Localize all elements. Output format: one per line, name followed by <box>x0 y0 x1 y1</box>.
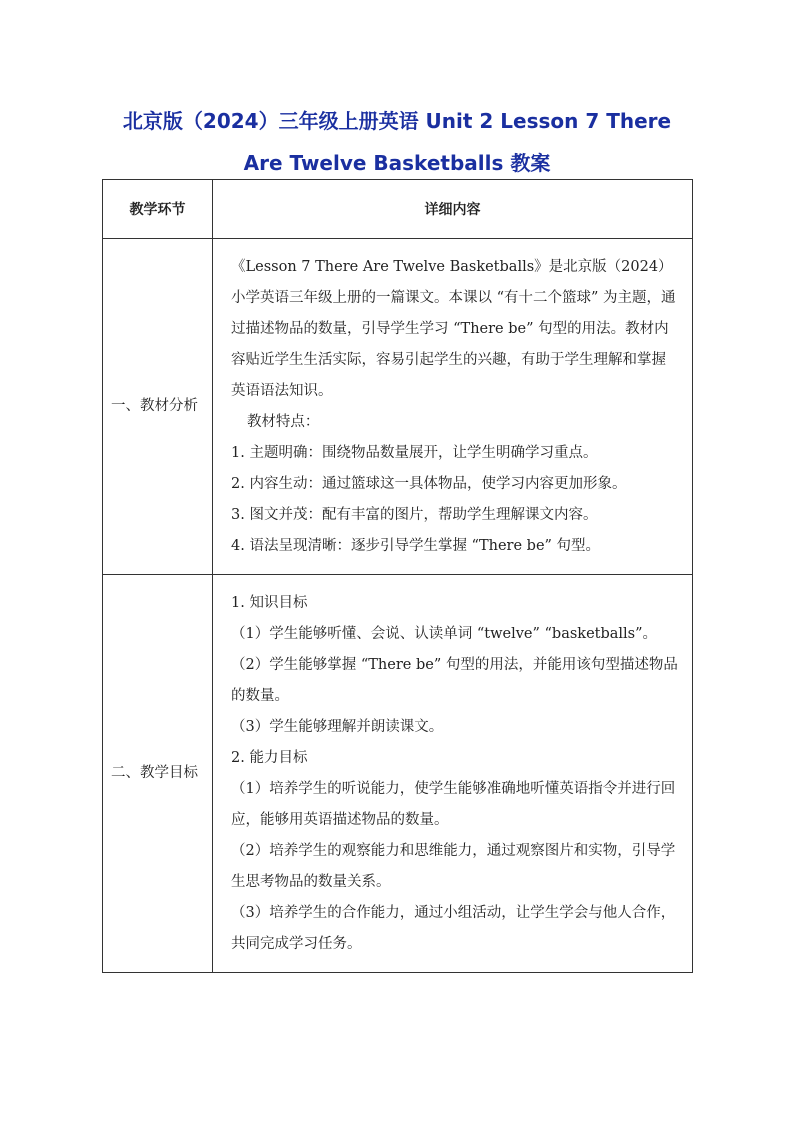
table-row-objectives <box>103 575 693 973</box>
analysis-paragraph: 《Lesson 7 There Are Twelve Basketballs》是北京版（2024）小学英语三年级上册的一篇课文。本课以 “有十二个篮球” 为主题，通过描述物品的数量，引导学生学习 “There be” 句型的用法。教材内容贴近学生生活实际，容易引起学生的兴趣，有助于学生理解和掌握英语语法知识。 <box>231 259 676 399</box>
analysis-feature-item: 1. 主题明确：围绕物品数量展开，让学生明确学习重点。 <box>231 445 598 461</box>
analysis-features-heading: 教材特点： <box>246 414 320 430</box>
analysis-feature-item: 3. 图文并茂：配有丰富的图片，帮助学生理解课文内容。 <box>231 507 598 523</box>
objectives-item: （3）培养学生的合作能力，通过小组活动，让学生学会与他人合作，共同完成学习任务。 <box>231 905 676 952</box>
objectives-item: （2）培养学生的观察能力和思维能力，通过观察图片和实物，引导学生思考物品的数量关系。 <box>231 843 676 890</box>
objectives-item: （1）学生能够听懂、会说、认读单词 “twelve” “basketballs”。 <box>231 626 658 642</box>
document-title: 北京版（2024）三年级上册英语 Unit 2 Lesson 7 There Are Twelve Basketballs 教案 <box>122 109 672 175</box>
objectives-heading: 1. 知识目标 <box>231 595 308 611</box>
table-header-row <box>103 180 693 239</box>
header-cell-content: 详细内容 <box>213 180 693 239</box>
row-content-analysis <box>213 239 693 575</box>
objectives-item: （3）学生能够理解并朗读课文。 <box>231 719 444 735</box>
analysis-feature-item: 2. 内容生动：通过篮球这一具体物品，使学习内容更加形象。 <box>231 476 627 492</box>
header-cell-stage: 教学环节 <box>103 180 213 239</box>
row-content-objectives <box>213 575 693 973</box>
objectives-item: （1）培养学生的听说能力，使学生能够准确地听懂英语指令并进行回应，能够用英语描述物品的数量。 <box>231 781 676 828</box>
table-row-analysis <box>103 239 693 575</box>
lesson-plan-table <box>102 179 693 973</box>
objectives-heading: 2. 能力目标 <box>231 750 308 766</box>
row-label-objectives: 二、教学目标 <box>103 575 213 973</box>
row-label-analysis: 一、教材分析 <box>103 239 213 575</box>
analysis-feature-item: 4. 语法呈现清晰：逐步引导学生掌握 “There be” 句型。 <box>231 538 601 554</box>
objectives-item: （2）学生能够掌握 “There be” 句型的用法，并能用该句型描述物品的数量。 <box>231 657 678 704</box>
